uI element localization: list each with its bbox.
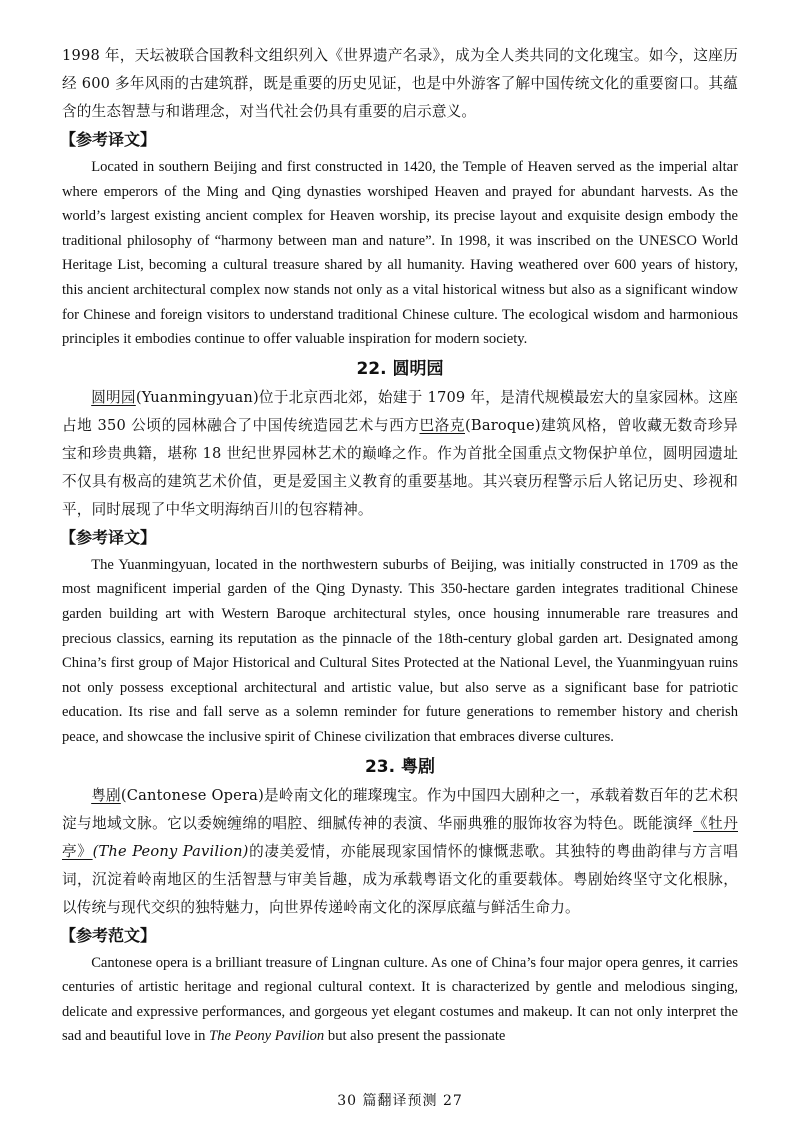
section21-translation-label: 【参考译文】 bbox=[60, 130, 157, 149]
section23-title-en-inline: (The Peony Pavilion) bbox=[92, 842, 249, 860]
section23-english-translation bbox=[62, 951, 738, 1049]
section21-english-translation: Located in southern Beijing and first constructed in 1420, the Temple of Heaven served as the imperial altar where emperors of the Ming and Qing dynasties worshiped Heaven and prayed for abundant harvests. As the world’s largest existing ancient complex for Heaven worship, its precise layout and exquisite design embody the traditional philosophy of “harmony between man and nature”. In 1998, it was inscribed on the UNESCO World Heritage List, becoming a cultural treasure shared by all humanity. Having weathered over 600 years of history, this ancient architectural complex now stands not only as a vital historical witness but also as a significant window for Chinese and foreign visitors to understand traditional Chinese culture. The ecological wisdom and harmonious principles it embodies continue to offer valuable inspiration for modern society. bbox=[62, 159, 738, 348]
section22-term: 圆明园 bbox=[91, 388, 136, 406]
section23-heading: 23. 粤剧 bbox=[364, 756, 436, 777]
section23-chinese-text bbox=[62, 782, 738, 922]
section22-translation-label: 【参考译文】 bbox=[60, 527, 157, 547]
section23-title-zh: 《牡丹亭》 bbox=[62, 814, 738, 860]
section22-chinese-text bbox=[62, 384, 738, 524]
section22-heading: 22. 圆明园 bbox=[356, 358, 444, 379]
page-footer: 30 篇翻译预测 27 bbox=[337, 1093, 463, 1109]
section23-english-part2: but also present the passionate bbox=[327, 1028, 506, 1045]
section23-chinese-part2: 的凄美爱情，亦能展现家国情怀的慷慨悲歌。其独特的粤曲韵律与方言唱词，沉淀着岭南地区的生活智慧与审美旨趣，成为承载粤语文化的重要载体。粤剧始终坚守文化根脉，以传统与现代交织的独特魅力，向世界传递岭南文化的深厚底蕴与鲜活生命力。 bbox=[62, 842, 738, 916]
section23-translation-label: 【参考范文】 bbox=[60, 925, 157, 945]
section22-chinese-part2: (Baroque)建筑风格，曾收藏无数奇珍异宝和珍贵典籍，堪称 18 世纪世界园林艺术的巅峰之作。作为首批全国重点文物保护单位，圆明园遗址不仅具有极高的建筑艺术价值，更是爱国主义教育的重要基地。其兴衰历程警示后人铭记历史、珍视和平，同时展现了中华文明海纳百川的包容精神。 bbox=[62, 416, 738, 518]
section22-term-baroque: 巴洛克 bbox=[419, 416, 465, 434]
section23-english-title: The Peony Pavilion bbox=[209, 1028, 325, 1045]
section22-chinese-part1: (Yuanmingyuan)位于北京西北郊，始建于 1709 年，是清代规模最宏大的皇家园林。这座占地 350 公顷的园林融合了中国传统造园艺术与西方 bbox=[62, 388, 738, 434]
section22-english-translation: The Yuanmingyuan, located in the northwestern suburbs of Beijing, was initially constructed in 1709 as the most magnificent imperial garden of the Qing Dynasty. This 350-hectare garden integrates traditional Chinese garden building art with Western Baroque architectural styles, once housing innumerable rare treasures and precious classics, earning its reputation as the pinnacle of the 18th-century global garden art. Designated among China’s first group of Major Historical and Cultural Sites Protected at the National Level, the Yuanmingyuan ruins not only possess exceptional architectural and artistic value, but also serve as a significant base for patriotic education. Its rise and fall serve as a solemn reminder for future generations to remember history and cherish peace, and showcase the inclusive spirit of Chinese civilization that embraces diverse cultures. bbox=[62, 556, 738, 745]
section23-term: 粤剧 bbox=[91, 786, 121, 804]
section21-chinese-continued: 1998 年，天坛被联合国教科文组织列入《世界遗产名录》，成为全人类共同的文化瑰宝。如今，这座历经 600 多年风雨的古建筑群，既是重要的历史见证，也是中外游客了解中国传统文化的重要窗口。其蕴含的生态智慧与和谐理念，对当代社会仍具有重要的启示意义。 bbox=[62, 47, 738, 120]
section23-english-part1: Cantonese opera is a brilliant treasure of Lingnan culture. As one of China’s four major opera genres, it carries centuries of artistic heritage and regional cultural context. It is characterized by gentle and melodious singing, delicate and expressive performances, and gorgeous yet elegant costumes and makeup. It can not only interpret the sad and beautiful love in bbox=[62, 954, 738, 1045]
section23-chinese-part1: (Cantonese Opera)是岭南文化的璀璨瑰宝。作为中国四大剧种之一，承载着数百年的艺术积淀与地域文脉。它以委婉缠绵的唱腔、细腻传神的表演、华丽典雅的服饰妆容为特色。既能演绎 bbox=[62, 786, 739, 832]
